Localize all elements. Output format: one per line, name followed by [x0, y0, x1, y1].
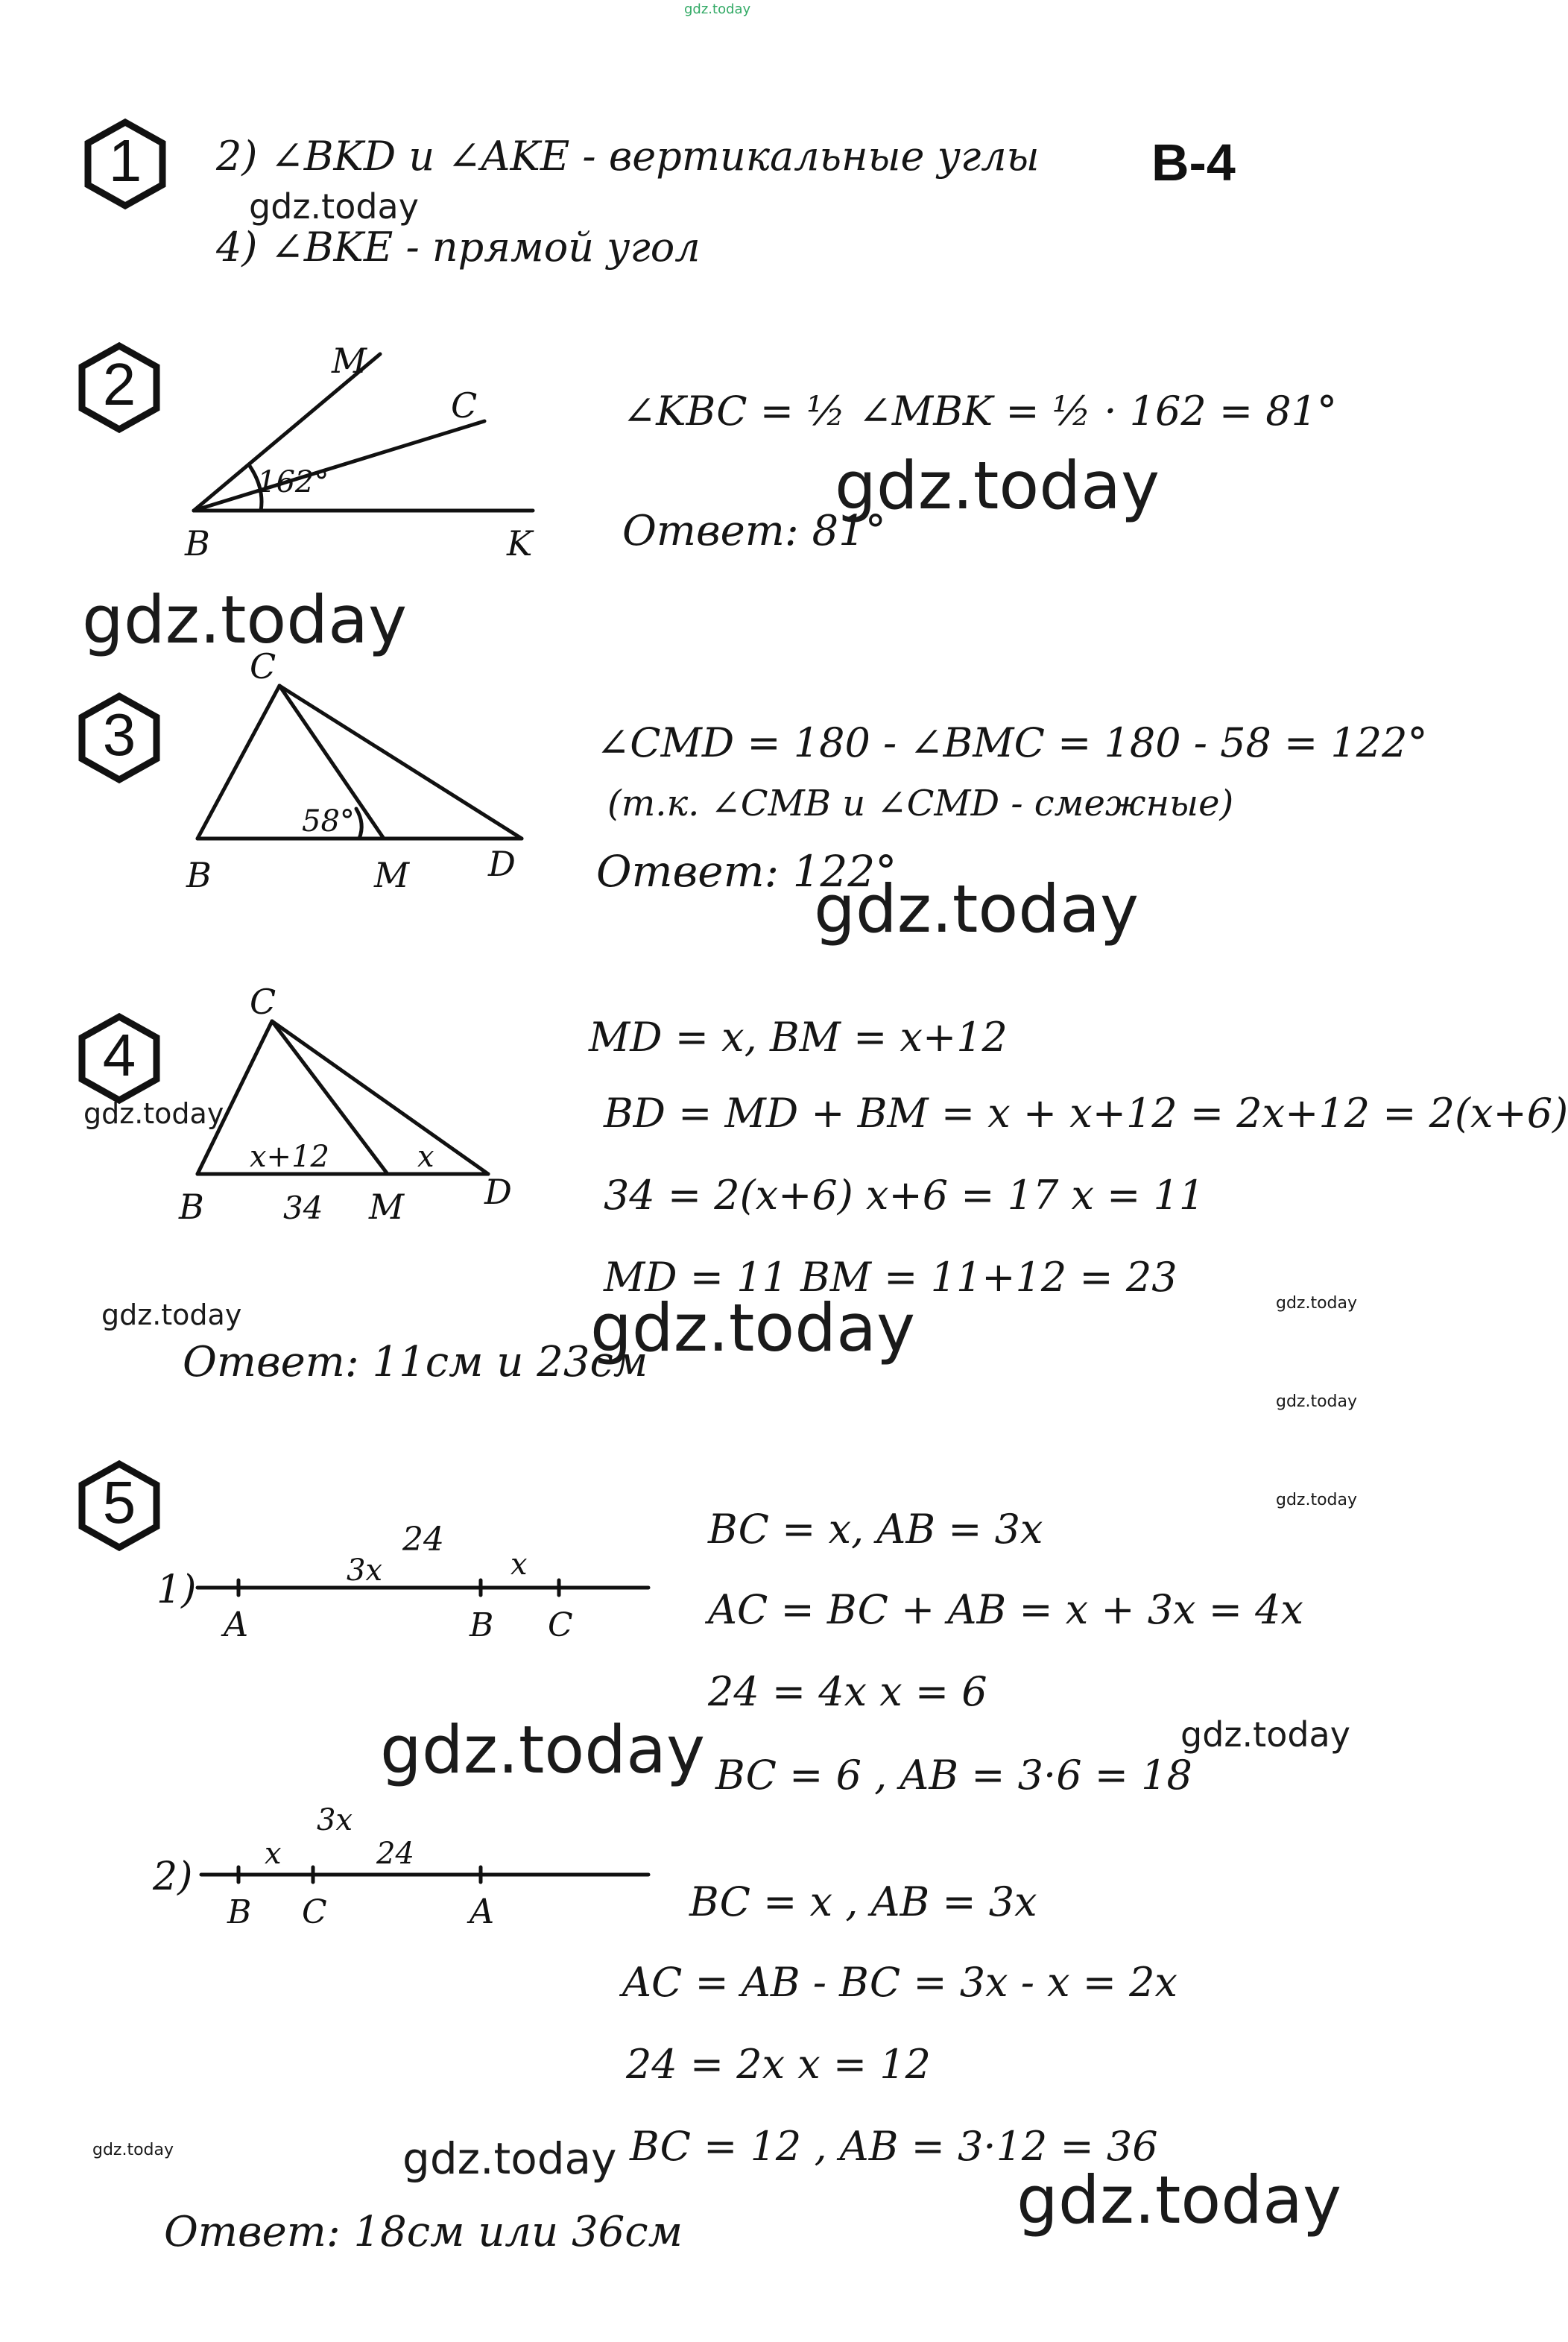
- watermark: gdz.today: [249, 186, 419, 227]
- watermark: gdz.today: [380, 1711, 706, 1788]
- problem-5-case-2-line-2: AC = AB - BC = 3x - x = 2x: [622, 1959, 1177, 2006]
- watermark: gdz.today: [402, 2133, 617, 2184]
- problem-3-badge: [75, 693, 164, 783]
- svg-text:3x: 3x: [347, 1553, 383, 1588]
- problem-3-number: 3: [102, 701, 136, 768]
- svg-text:C: C: [250, 646, 276, 686]
- problem-5-case-1-figure: [149, 1521, 656, 1655]
- watermark: gdz.today: [82, 581, 408, 658]
- problem-2-answer: Ответ: 81°: [622, 507, 886, 555]
- problem-2-figure: [179, 343, 537, 566]
- problem-2-badge: [75, 343, 164, 432]
- svg-text:3x: 3x: [317, 1803, 353, 1837]
- watermark: gdz.today: [92, 2141, 174, 2159]
- svg-text:1): 1): [157, 1568, 197, 1612]
- watermark: gdz.today: [814, 871, 1139, 947]
- problem-3-answer: Ответ: 122°: [596, 846, 897, 897]
- watermark: gdz.today: [835, 447, 1160, 524]
- svg-text:M: M: [374, 855, 410, 895]
- problem-5-case-1-line-2: AC = BC + AB = x + 3x = 4x: [708, 1586, 1303, 1633]
- svg-text:x: x: [265, 1837, 282, 1871]
- svg-text:B: B: [470, 1606, 494, 1644]
- problem-5-case-2-line-4: BC = 12 , AB = 3·12 = 36: [630, 2123, 1158, 2170]
- watermark: gdz.today: [1276, 1491, 1358, 1509]
- problem-5-case-2-line-1: BC = x , AB = 3x: [689, 1878, 1037, 1925]
- svg-text:B: B: [186, 855, 212, 895]
- problem-4-figure: [179, 982, 537, 1237]
- svg-text:M: M: [369, 1187, 405, 1227]
- svg-text:C: C: [548, 1606, 573, 1644]
- watermark: gdz.today: [1180, 1714, 1350, 1755]
- problem-5-case-1-line-1: BC = x, AB = 3x: [708, 1506, 1043, 1553]
- svg-text:34: 34: [283, 1190, 323, 1226]
- problem-1-badge: [80, 119, 170, 209]
- watermark-top: gdz.today: [684, 1, 751, 17]
- svg-text:A: A: [470, 1891, 495, 1931]
- problem-4-line-4: MD = 11 BM = 11+12 = 23: [604, 1254, 1177, 1301]
- problem-4-line-2: BD = MD + BM = x + x+12 = 2x+12 = 2(x+6): [604, 1090, 1568, 1137]
- svg-text:2): 2): [153, 1855, 193, 1899]
- problem-5-case-2-figure: [149, 1804, 656, 1938]
- problem-3-line-2: (т.к. ∠CMB и ∠CMD - смежные): [607, 783, 1234, 824]
- svg-text:24: 24: [376, 1837, 414, 1871]
- problem-4-number: 4: [102, 1022, 136, 1088]
- watermark: gdz.today: [1017, 2162, 1342, 2238]
- problem-5-case-1-line-4: BC = 6 , AB = 3·6 = 18: [715, 1752, 1192, 1799]
- problem-5-case-1-line-3: 24 = 4x x = 6: [708, 1668, 987, 1715]
- svg-text:D: D: [488, 844, 516, 884]
- svg-text:58°: 58°: [302, 804, 355, 839]
- svg-text:C: C: [302, 1893, 327, 1931]
- problem-1-line-1: 2) ∠BKD и ∠AKE - вертикальные углы: [216, 133, 1040, 180]
- svg-text:24: 24: [402, 1521, 444, 1559]
- watermark: gdz.today: [83, 1097, 224, 1130]
- problem-2-number: 2: [102, 351, 136, 417]
- svg-text:K: K: [507, 523, 533, 564]
- side-bc: [197, 686, 279, 839]
- svg-text:B: B: [179, 1187, 204, 1227]
- angle-arc: [356, 809, 361, 839]
- problem-1-number: 1: [108, 127, 142, 194]
- problem-3-line-1: ∠CMD = 180 - ∠BMC = 180 - 58 = 122°: [596, 719, 1428, 766]
- svg-text:x+12: x+12: [250, 1140, 329, 1174]
- problem-4-line-3: 34 = 2(x+6) x+6 = 17 x = 11: [604, 1172, 1205, 1219]
- svg-text:B: B: [227, 1893, 252, 1931]
- watermark: gdz.today: [1276, 1294, 1358, 1313]
- svg-text:x: x: [417, 1140, 434, 1174]
- ray-bc: [194, 421, 484, 511]
- svg-text:C: C: [250, 982, 276, 1022]
- problem-4-badge: [75, 1014, 164, 1103]
- variant-label: B-4: [1151, 133, 1236, 192]
- problem-5-answer: Ответ: 18см или 36см: [164, 2208, 683, 2256]
- watermark: gdz.today: [590, 1290, 916, 1366]
- problem-5-number: 5: [102, 1469, 136, 1535]
- svg-text:x: x: [510, 1547, 528, 1582]
- svg-text:M: M: [332, 341, 367, 381]
- problem-4-answer: Ответ: 11см и 23см: [183, 1338, 648, 1386]
- watermark: gdz.today: [101, 1298, 242, 1331]
- problem-4-line-1: MD = x, BM = x+12: [589, 1014, 1008, 1061]
- problem-5-case-2-line-3: 24 = 2x x = 12: [626, 2041, 932, 2088]
- svg-text:D: D: [484, 1172, 512, 1212]
- problem-1-line-2: 4) ∠BKE - прямой угол: [216, 224, 701, 271]
- svg-text:A: A: [224, 1604, 249, 1644]
- watermark: gdz.today: [1276, 1392, 1358, 1411]
- problem-3-figure: [179, 648, 566, 894]
- problem-2-line-1: ∠KBC = ½ ∠MBK = ½ · 162 = 81°: [622, 388, 1338, 435]
- svg-text:B: B: [185, 523, 210, 564]
- svg-text:162°: 162°: [257, 465, 329, 499]
- svg-text:C: C: [451, 385, 478, 426]
